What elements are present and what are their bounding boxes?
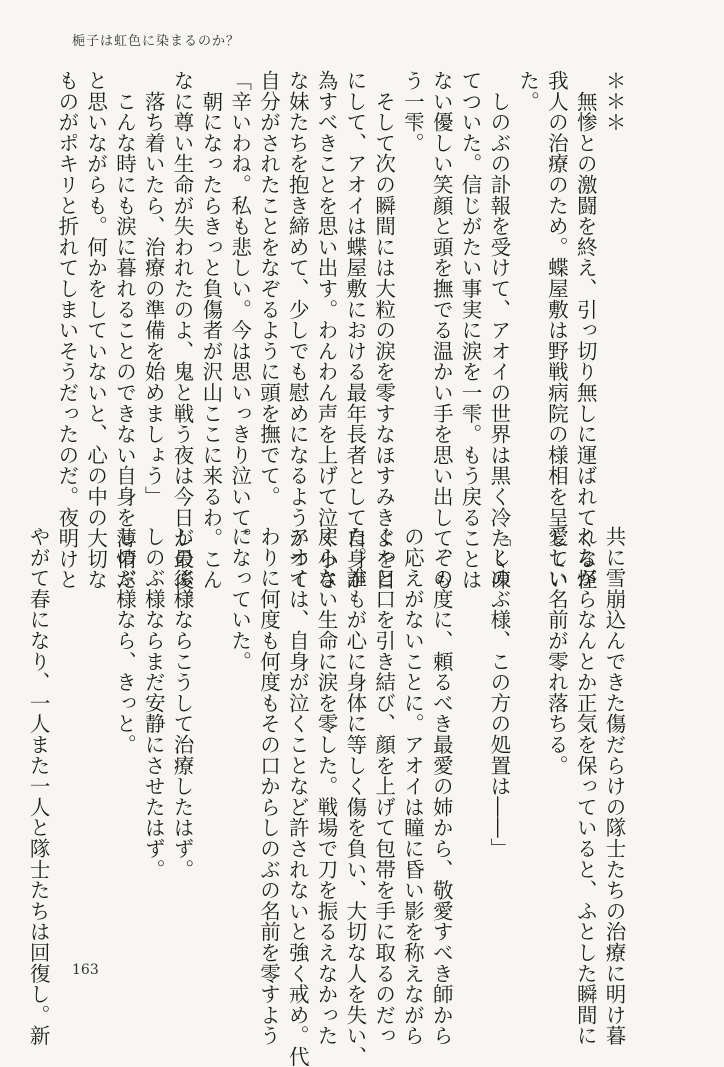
text-line xyxy=(455,526,484,966)
text-line xyxy=(513,526,542,966)
text-line: ものがポキリと折れてしまいそうだったのだ。夜明けと xyxy=(54,70,79,590)
text-line: 朝になったらきっと負傷者が沢山ここに来るわ。こん xyxy=(198,70,223,590)
text-line: な妹たちを抱き締めて、少しでも慰めになるようかつて xyxy=(285,70,310,590)
text-line: しのぶ様なら、きっと。 xyxy=(112,526,137,755)
text-line: ない優しい笑顔と頭を撫でる温かい手を思い出して、も xyxy=(429,70,454,590)
text-line: わりに何度も何度もその口からしのぶの名前を零すよう xyxy=(256,526,281,1046)
text-line: てついた。信じがたい事実に涙を一雫。もう戻ることは xyxy=(458,70,483,590)
text-line: やがて春になり、一人また一人と隊士たちは回復し。新 xyxy=(26,526,51,1046)
text-line: 「辛いわね。私も悲しい。今は思いっきり泣いて。 xyxy=(227,70,252,549)
text-line: にして、アオイは蝶屋敷における最年長者として自身が xyxy=(342,70,367,590)
text-line: しのぶの訃報を受けて、アオイの世界は黒く冷たく凍 xyxy=(486,70,511,590)
page-number: 163 xyxy=(72,962,99,978)
text-line: なに尊い生命が失われたのよ、鬼と戦う夜は今日が最後。 xyxy=(170,70,195,611)
text-line: う一雫。 xyxy=(400,70,425,154)
text-line: 無惨との激闘を終え、引っ切り無しに運ばれてくる怪 xyxy=(573,70,598,590)
text-line: アオイは、自身が泣くことなど許されないと強く戒め。代 xyxy=(285,526,310,1067)
text-line: 自分がされたことをなぞるように頭を撫でて。 xyxy=(256,70,281,507)
text-line: た。誰もが心に身体に等しく傷を負い、大切な人を失い、 xyxy=(342,526,367,1067)
text-line: ＊＊＊ xyxy=(602,70,626,133)
text-line xyxy=(196,526,225,966)
text-line xyxy=(81,526,110,966)
text-line: 「しのぶ様、この方の処置は――」 xyxy=(486,526,511,859)
text-line: ぐっと口を引き結び、顔を上げて包帯を手に取るのだっ xyxy=(371,526,396,1046)
text-line: こんな時にも涙に暮れることのできない自身を薄情だ xyxy=(112,70,137,590)
text-line: 我人の治療のため。蝶屋敷は野戦病院の様相を呈してい xyxy=(544,70,569,590)
text-line: しのぶ様ならこうして治療したはず。 xyxy=(170,526,195,880)
text-line: 戻らない生命に涙を零した。戦場で刀を振るえなかった xyxy=(314,526,339,1046)
text-line: その度に、頼るべき最愛の姉から、敬愛すべき師から xyxy=(429,526,454,1046)
text-line: 為すべきことを思い出す。わんわん声を上げて泣く小さ xyxy=(314,70,339,590)
text-line: そして次の瞬間には大粒の涙を零すなほすみきよを目 xyxy=(371,70,396,590)
text-line: しのぶ様ならまだ安静にさせたはず。 xyxy=(141,526,166,880)
text-line: れながらなんとか正気を保っていると、ふとした瞬間に xyxy=(573,526,598,1046)
text-line: た。 xyxy=(515,70,540,112)
text-line: 落ち着いたら、治療の準備を始めましょう」 xyxy=(141,70,166,507)
text-line: 共に雪崩込んできた傷だらけの隊士たちの治療に明け暮 xyxy=(602,526,626,1046)
text-line: 愛しい名前が零れ落ちる。 xyxy=(544,526,569,776)
text-line xyxy=(52,526,81,966)
text-line: の応えがないことに。アオイは瞳に昏い影を称えながら xyxy=(400,526,425,1046)
text-line: になっていた。 xyxy=(227,526,252,672)
running-head: 梔子は虹色に染まるのか？ xyxy=(72,34,241,49)
text-line: と思いながらも。何かをしていないと、心の中の大切な xyxy=(83,70,108,590)
